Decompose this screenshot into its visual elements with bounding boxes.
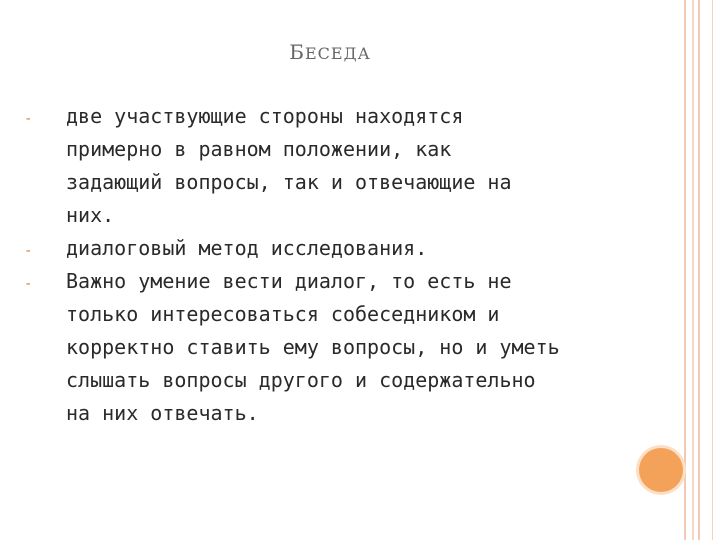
decorative-border-line bbox=[692, 0, 694, 540]
bullet-text: Важно умение вести диалог, то есть не только интересоваться собеседником и корректно ставить ему вопросы, но и уметь слышать вопросы другого и содержательно на них отвечать. bbox=[66, 269, 560, 425]
list-item bbox=[24, 232, 664, 265]
bullet-marker: - bbox=[24, 276, 33, 292]
decorative-border-line bbox=[684, 0, 686, 540]
bullet-marker: - bbox=[24, 243, 33, 259]
list-item bbox=[24, 265, 664, 430]
bullet-list bbox=[24, 100, 664, 430]
bullet-text: диалоговый метод исследования. bbox=[66, 236, 428, 260]
bullet-text: две участвующие стороны находятся примерно в равном положении, как задающий вопросы, так и отвечающие на них. bbox=[66, 104, 512, 227]
bullet-marker: - bbox=[24, 111, 33, 127]
slide-title bbox=[200, 40, 460, 64]
decorative-circle bbox=[639, 448, 683, 492]
decorative-border-line bbox=[698, 0, 700, 540]
slide-title-first-letter: Б bbox=[289, 40, 305, 64]
list-item bbox=[24, 100, 664, 232]
slide-title-rest: ЕСЕДА bbox=[304, 44, 371, 63]
